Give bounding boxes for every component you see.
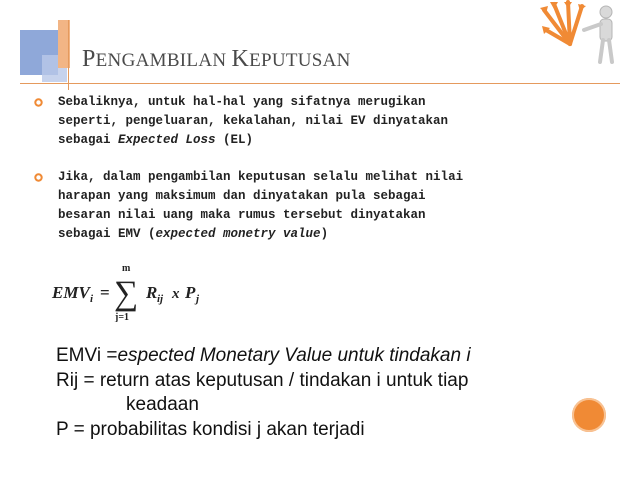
svg-text:j: j <box>196 293 200 305</box>
bullet-ring-icon <box>34 173 43 182</box>
definition-emvi: EMVi =espected Monetary Value untuk tindakan i <box>56 345 471 366</box>
decor-vertical-line <box>68 20 69 90</box>
bullet-item-expected-loss: Sebaliknya, untuk hal-hal yang sifatnya merugikan seperti, pengeluaran, kekalahan, nilai EV dinyatakan sebagai Expected Loss (EL) <box>32 93 592 150</box>
definition-rij-cont: keadaan <box>126 394 199 415</box>
bullet-list <box>32 93 592 262</box>
slide-title: PENGAMBILAN KEPUTUSAN <box>82 46 351 72</box>
sigma-symbol: ∑ <box>114 275 139 312</box>
definition-rij: Rij = return atas keputusan / tindakan i untuk tiap <box>56 369 469 391</box>
decision-figure-illustration <box>540 0 632 68</box>
svg-text:x: x <box>172 286 180 302</box>
emv-formula <box>50 262 230 322</box>
svg-text:=: = <box>100 283 110 302</box>
svg-text:ij: ij <box>157 293 164 305</box>
svg-text:R: R <box>146 283 158 302</box>
svg-text:i: i <box>90 293 94 305</box>
bullet-item-emv: Jika, dalam pengambilan keputusan selalu melihat nilai harapan yang maksimum dan dinyatakan pula sebagai besaran nilai uang maka rumus tersebut dinyatakan sebagai EMV (expected monetry value) <box>32 168 592 244</box>
svg-text:m: m <box>122 263 131 274</box>
formula-lhs: EMV <box>52 283 90 302</box>
svg-text:P: P <box>185 283 196 302</box>
title-underline <box>20 83 620 84</box>
decor-orange-circle <box>572 398 606 432</box>
bullet-ring-icon <box>34 98 43 107</box>
svg-text:j=1: j=1 <box>115 312 130 322</box>
variable-definitions <box>56 344 471 442</box>
definition-p: P = probabilitas kondisi j akan terjadi <box>56 418 365 440</box>
